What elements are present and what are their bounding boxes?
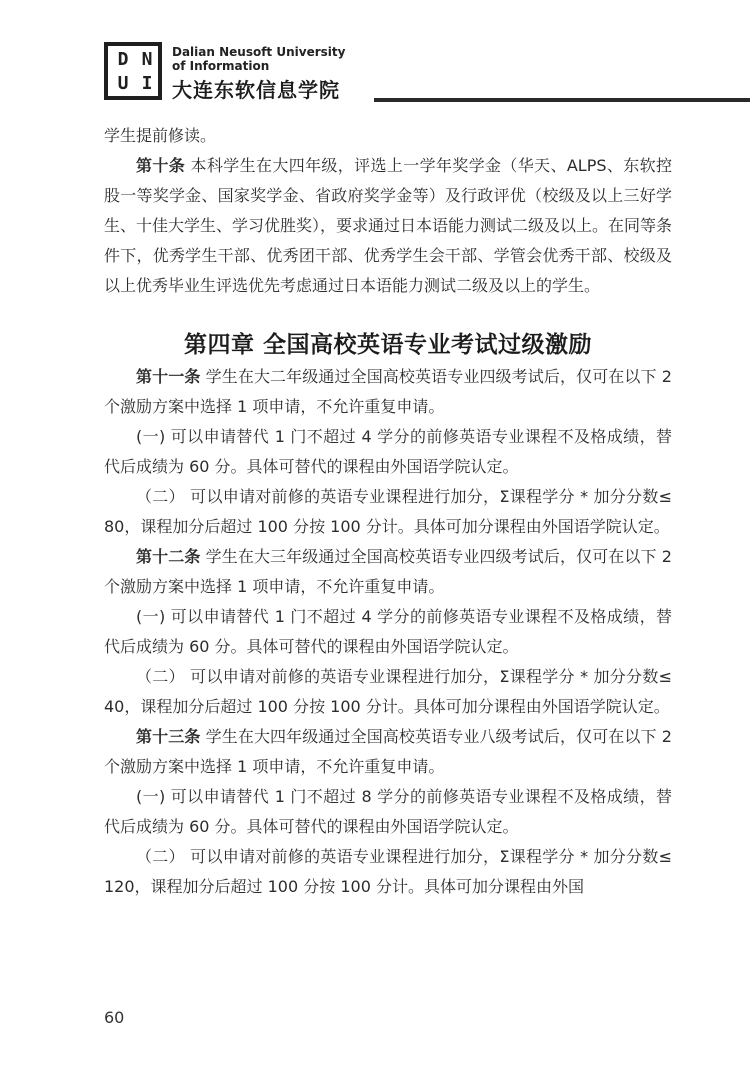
article-12-item-1: (一) 可以申请替代 1 门不超过 4 学分的前修英语专业课程不及格成绩，替代后成绩为 60 分。具体可替代的课程由外国语学院认定。 xyxy=(104,607,672,656)
university-name-en xyxy=(172,45,472,73)
header-divider xyxy=(374,98,750,102)
article-12-text: 学生在大三年级通过全国高校英语专业四级考试后，仅可在以下 2 个激励方案中选择 1 项申请，不允许重复申请。 xyxy=(104,547,672,596)
article-13-number: 第十三条 xyxy=(136,727,201,746)
university-name-en-line1: Dalian Neusoft University xyxy=(172,45,346,59)
logo-letter-n: N xyxy=(141,49,153,70)
page-header xyxy=(104,42,750,106)
article-12 xyxy=(104,542,672,602)
logo-letter-u: U xyxy=(117,73,129,94)
article-11-text: 学生在大二年级通过全国高校英语专业四级考试后，仅可在以下 2 个激励方案中选择 1 项申请，不允许重复申请。 xyxy=(104,367,672,416)
logo-letter-d: D xyxy=(117,49,129,70)
article-13-item-1: (一) 可以申请替代 1 门不超过 8 学分的前修英语专业课程不及格成绩，替代后成绩为 60 分。具体可替代的课程由外国语学院认定。 xyxy=(104,787,672,836)
article-11-item-2: （二） 可以申请对前修的英语专业课程进行加分，Σ课程学分 * 加分分数≤ 80，课程加分后超过 100 分按 100 分计。具体可加分课程由外国语学院认定。 xyxy=(104,487,672,536)
university-name-en-line2: of Information xyxy=(172,59,270,73)
article-10-text: 本科学生在大四年级，评选上一学年奖学金（华天、ALPS、东软控股一等奖学金、国家奖学金、省政府奖学金等）及行政评优（校级及以上三好学生、十佳大学生、学习优胜奖），要求通过日本语能力测试二级及以上。在同等条件下，优秀学生干部、优秀团干部、优秀学生会干部、学管会优秀干部、校级及以上优秀毕业生评选优先考虑通过日本语能力测试二级及以上的学生。 xyxy=(104,156,673,295)
university-logo xyxy=(104,42,162,100)
article-12-number: 第十二条 xyxy=(136,547,201,566)
chapter-heading: 第四章 全国高校英语专业考试过级激励 xyxy=(183,332,592,358)
article-13-text: 学生在大四年级通过全国高校英语专业八级考试后，仅可在以下 2 个激励方案中选择 1 项申请，不允许重复申请。 xyxy=(104,727,672,776)
article-11-item-1: (一) 可以申请替代 1 门不超过 4 学分的前修英语专业课程不及格成绩，替代后成绩为 60 分。具体可替代的课程由外国语学院认定。 xyxy=(104,427,672,476)
university-name-cn: 大连东软信息学院 xyxy=(172,78,340,102)
article-12-item-2: （二） 可以申请对前修的英语专业课程进行加分，Σ课程学分 * 加分分数≤ 40，课程加分后超过 100 分按 100 分计。具体可加分课程由外国语学院认定。 xyxy=(104,667,672,716)
article-13 xyxy=(104,722,672,782)
paragraph-continuation: 学生提前修读。 xyxy=(104,126,217,145)
article-11-number: 第十一条 xyxy=(136,367,201,386)
logo-letter-i: I xyxy=(141,73,153,94)
page-body xyxy=(104,121,672,902)
article-10 xyxy=(104,151,672,301)
page-number: 60 xyxy=(104,1008,125,1027)
article-13-item-2: （二） 可以申请对前修的英语专业课程进行加分，Σ课程学分 * 加分分数≤ 120，课程加分后超过 100 分按 100 分计。具体可加分课程由外国 xyxy=(104,847,672,896)
article-10-number: 第十条 xyxy=(136,156,186,175)
article-11 xyxy=(104,362,672,422)
